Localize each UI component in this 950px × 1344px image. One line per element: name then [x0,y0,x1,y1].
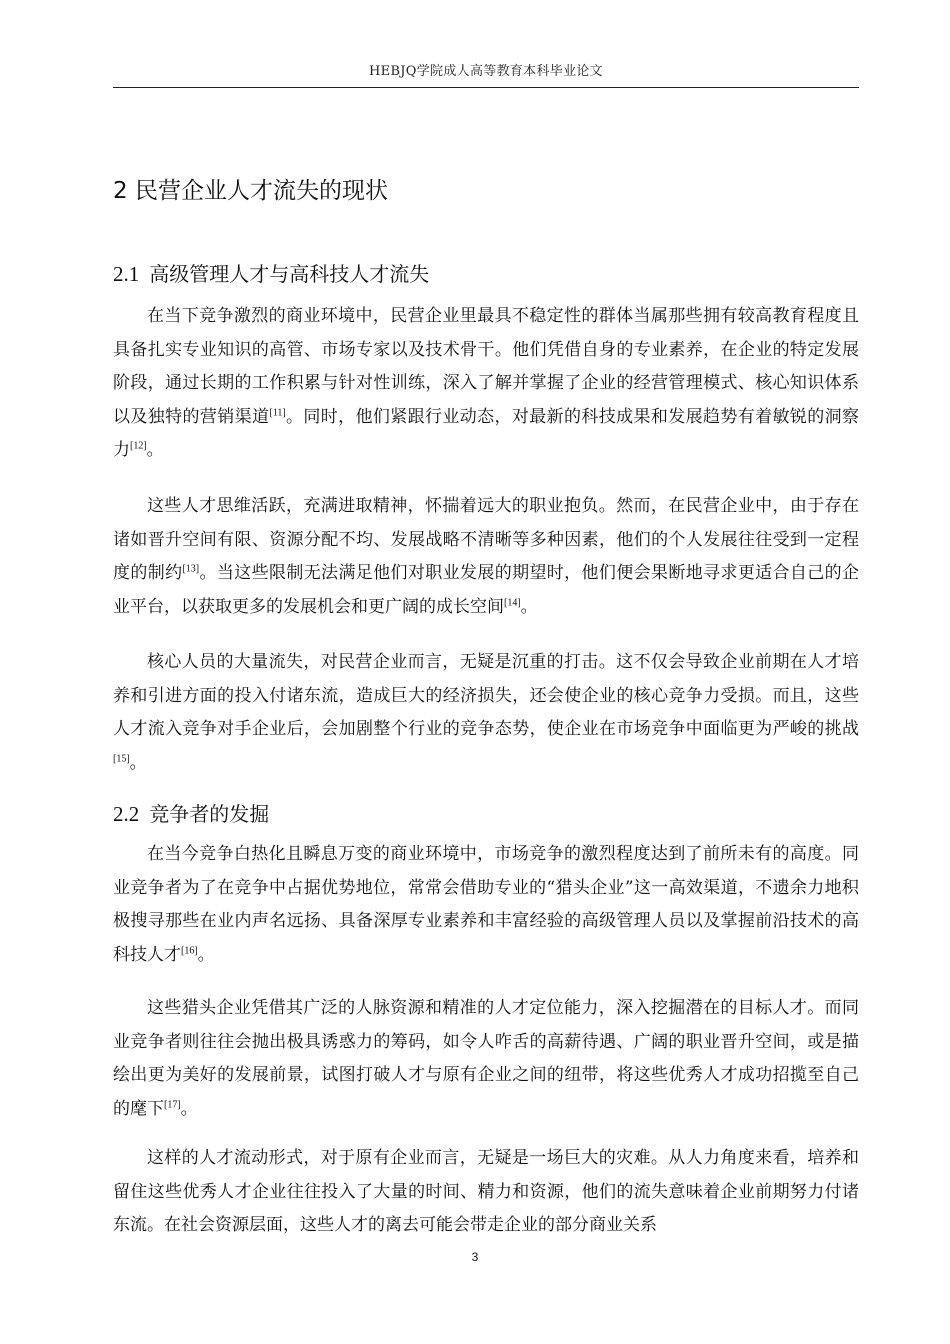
section-heading-2-1 [113,258,429,287]
chapter-title: 2 民营企业人才流失的现状 [113,178,388,204]
paragraph-text: 。 [520,596,538,617]
running-header: HEBJQ学院成人高等教育本科毕业论文 [369,64,603,79]
paragraph-text: 这些人才思维活跃，充满进取精神，怀揣着远大的职业抱负。然而，在民营企业中，由于存在诸如晋升空间有限、资源分配不均、发展战略不清晰等多种因素，他们的个人发展往往受到一定程度的制约 [113,496,859,584]
paragraph [113,992,859,1126]
paragraph [113,838,859,972]
paragraph-text: 在当下竞争激烈的商业环境中，民营企业里最具不稳定性的群体当属那些拥有较高教育程度且具备扎实专业知识的高管、市场专家以及技术骨干。他们凭借自身的专业素养，在企业的特定发展阶段，通过长期的工作积累与针对性训练，深入了解并掌握了企业的经营管理模式、核心知识体系以及独特的营销渠道 [113,306,859,427]
paragraph-text: 。同时，他们紧跟行业动态，对最新的科技成果和发展趋势有着敏锐的洞察力 [113,406,860,461]
citation-ref: [16] [181,945,198,957]
paragraph-text: 。 [197,944,215,965]
citation-ref: [11] [269,407,286,419]
paragraph-text: 。 [146,440,164,461]
paragraph-text: 。 [180,1098,198,1119]
paragraph [113,1142,859,1243]
citation-ref: [15] [113,753,130,765]
page-number: 3 [471,1250,479,1264]
citation-ref: [13] [182,563,200,575]
section-heading-2-2 [113,798,269,827]
paragraph-text: 。当这些限制无法满足他们对职业发展的期望时，他们便会果断地寻求更适合自己的企业平台，以获取更多的发展机会和更广阔的成长空间 [113,563,860,617]
paragraph-text: 在当今竞争白热化且瞬息万变的商业环境中，市场竞争的激烈程度达到了前所未有的高度。同业竞争者为了在竞争中占据优势地位，常常会借助专业的“猎头企业”这一高效渠道，不遗余力地积极搜寻那些在业内声名远扬、具备深厚专业素养和丰富经验的高级管理人员以及掌握前沿技术的高科技人才 [113,844,859,965]
citation-ref: [14] [504,597,521,609]
section-heading-text: 高级管理人才与高科技人才流失 [149,262,430,286]
section-number: 2.2 [113,802,140,826]
citation-ref: [12] [130,440,147,452]
paragraph [113,300,859,468]
section-heading-text: 竞争者的发掘 [149,802,270,826]
header-rule [113,87,859,88]
paragraph-text: 。 [129,752,147,773]
paragraph [113,490,859,624]
paragraph-text: 这些猎头企业凭借其广泛的人脉资源和精准的人才定位能力，深入挖掘潜在的目标人才。而同业竞争者则往往会抛出极具诱惑力的筹码，如令人咋舌的高薪待遇、广阔的职业晋升空间，或是描绘出更为美好的发展前景，试图打破人才与原有企业之间的纽带，将这些优秀人才成功招揽至自己的麾下 [113,998,859,1119]
paragraph [113,646,859,780]
citation-ref: [17] [164,1099,181,1111]
paragraph-text: 这样的人才流动形式，对于原有企业而言，无疑是一场巨大的灾难。从人力角度来看，培养和留住这些优秀人才企业往往投入了大量的时间、精力和资源，他们的流失意味着企业前期努力付诸东流。在社会资源层面，这些人才的离去可能会带走企业的部分商业关系 [113,1148,859,1236]
paragraph-text: 核心人员的大量流失，对民营企业而言，无疑是沉重的打击。这不仅会导致企业前期在人才培养和引进方面的投入付诸东流，造成巨大的经济损失，还会使企业的核心竞争力受损。而且，这些人才流入竞争对手企业后，会加剧整个行业的竞争态势，使企业在市场竞争中面临更为严峻的挑战 [113,652,859,740]
section-number: 2.1 [113,262,140,286]
